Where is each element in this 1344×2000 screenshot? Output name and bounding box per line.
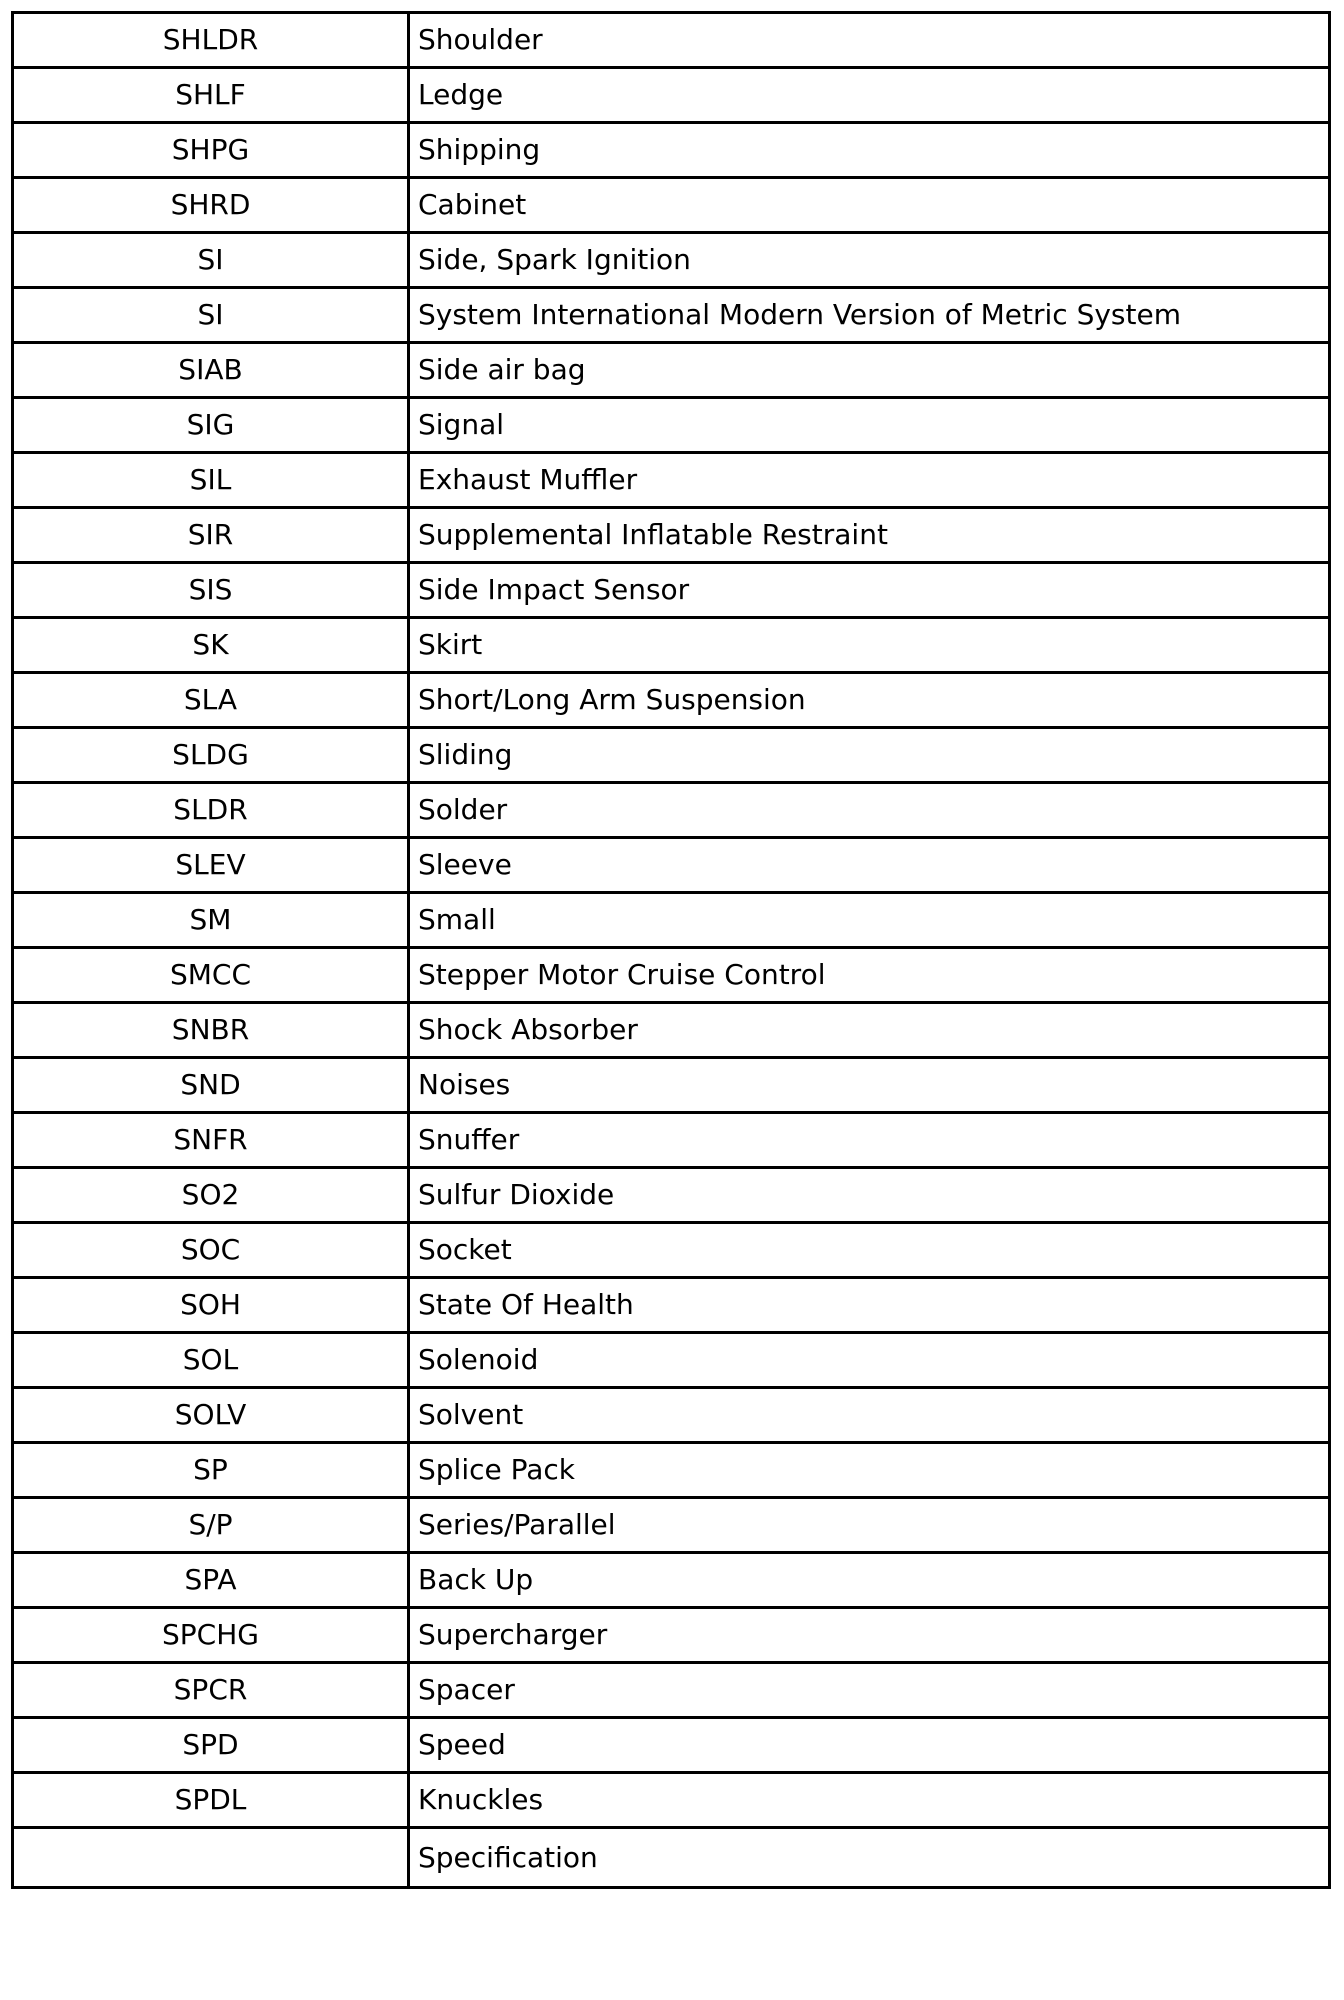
- table-row: [13, 453, 1330, 508]
- abbreviation-cell: SHLDR: [13, 13, 409, 68]
- abbreviation-cell: SK: [13, 618, 409, 673]
- abbreviation-cell: SLA: [13, 673, 409, 728]
- abbreviation-cell: SLDR: [13, 783, 409, 838]
- abbreviation-cell: S/P: [13, 1498, 409, 1553]
- abbreviation-cell: SHRD: [13, 178, 409, 233]
- meaning-cell: Speed: [409, 1718, 1330, 1773]
- meaning-cell: Short/Long Arm Suspension: [409, 673, 1330, 728]
- meaning-cell: Side Impact Sensor: [409, 563, 1330, 618]
- meaning-cell: Side, Spark Ignition: [409, 233, 1330, 288]
- table-row: [13, 1223, 1330, 1278]
- table-row: [13, 893, 1330, 948]
- abbreviation-cell: SNFR: [13, 1113, 409, 1168]
- table-row: [13, 1333, 1330, 1388]
- abbreviation-cell: SPCHG: [13, 1608, 409, 1663]
- meaning-cell: Socket: [409, 1223, 1330, 1278]
- abbreviation-cell: SOC: [13, 1223, 409, 1278]
- abbreviation-cell: SOLV: [13, 1388, 409, 1443]
- table-row: [13, 948, 1330, 1003]
- meaning-cell: State Of Health: [409, 1278, 1330, 1333]
- abbreviation-cell: SIL: [13, 453, 409, 508]
- table-row: [13, 728, 1330, 783]
- table-row: [13, 673, 1330, 728]
- abbreviation-cell: SIS: [13, 563, 409, 618]
- meaning-cell: Sleeve: [409, 838, 1330, 893]
- table-row: [13, 838, 1330, 893]
- table-row: [13, 1278, 1330, 1333]
- table-row: [13, 1113, 1330, 1168]
- abbreviation-cell: SM: [13, 893, 409, 948]
- abbreviation-cell: SPDL: [13, 1773, 409, 1828]
- meaning-cell: Solenoid: [409, 1333, 1330, 1388]
- table-row: [13, 13, 1330, 68]
- abbreviation-cell: SPA: [13, 1553, 409, 1608]
- abbreviation-cell: SI: [13, 288, 409, 343]
- table-row: [13, 1168, 1330, 1223]
- abbreviation-cell: SHPG: [13, 123, 409, 178]
- abbreviation-table-body: [13, 13, 1330, 1888]
- table-row: [13, 1498, 1330, 1553]
- meaning-cell: Exhaust Muffler: [409, 453, 1330, 508]
- meaning-cell: Splice Pack: [409, 1443, 1330, 1498]
- meaning-cell: Shoulder: [409, 13, 1330, 68]
- meaning-cell: Back Up: [409, 1553, 1330, 1608]
- meaning-cell: Signal: [409, 398, 1330, 453]
- abbreviation-cell: SLDG: [13, 728, 409, 783]
- table-row: [13, 343, 1330, 398]
- table-row: [13, 288, 1330, 343]
- table-row: [13, 1773, 1330, 1828]
- meaning-cell: Solder: [409, 783, 1330, 838]
- meaning-cell: Sulfur Dioxide: [409, 1168, 1330, 1223]
- table-row: [13, 1718, 1330, 1773]
- abbreviation-cell: SPD: [13, 1718, 409, 1773]
- abbreviation-cell: [13, 1828, 409, 1888]
- table-row: [13, 1828, 1330, 1888]
- table-row: [13, 1003, 1330, 1058]
- meaning-cell: Ledge: [409, 68, 1330, 123]
- meaning-cell: Skirt: [409, 618, 1330, 673]
- table-row: [13, 68, 1330, 123]
- abbreviation-cell: SO2: [13, 1168, 409, 1223]
- meaning-cell: Snuffer: [409, 1113, 1330, 1168]
- table-row: [13, 1553, 1330, 1608]
- abbreviation-cell: SNBR: [13, 1003, 409, 1058]
- table-row: [13, 563, 1330, 618]
- abbreviation-cell: SPCR: [13, 1663, 409, 1718]
- table-row: [13, 178, 1330, 233]
- abbreviation-cell: SLEV: [13, 838, 409, 893]
- abbreviation-cell: SHLF: [13, 68, 409, 123]
- abbreviation-cell: SOL: [13, 1333, 409, 1388]
- meaning-cell: Solvent: [409, 1388, 1330, 1443]
- table-row: [13, 1663, 1330, 1718]
- meaning-cell: Knuckles: [409, 1773, 1330, 1828]
- meaning-cell: Side air bag: [409, 343, 1330, 398]
- meaning-cell: Series/Parallel: [409, 1498, 1330, 1553]
- meaning-cell: Shock Absorber: [409, 1003, 1330, 1058]
- abbreviation-cell: SIAB: [13, 343, 409, 398]
- table-row: [13, 1608, 1330, 1663]
- meaning-cell: Stepper Motor Cruise Control: [409, 948, 1330, 1003]
- table-row: [13, 233, 1330, 288]
- meaning-cell: Specification: [409, 1828, 1330, 1888]
- abbreviation-cell: SI: [13, 233, 409, 288]
- table-row: [13, 508, 1330, 563]
- meaning-cell: System International Modern Version of Metric System: [409, 288, 1330, 343]
- abbreviation-cell: SMCC: [13, 948, 409, 1003]
- abbreviation-table: [11, 11, 1331, 1889]
- meaning-cell: Small: [409, 893, 1330, 948]
- abbreviation-cell: SND: [13, 1058, 409, 1113]
- meaning-cell: Supercharger: [409, 1608, 1330, 1663]
- meaning-cell: Supplemental Inflatable Restraint: [409, 508, 1330, 563]
- table-row: [13, 123, 1330, 178]
- table-row: [13, 398, 1330, 453]
- meaning-cell: Noises: [409, 1058, 1330, 1113]
- meaning-cell: Shipping: [409, 123, 1330, 178]
- table-row: [13, 1388, 1330, 1443]
- meaning-cell: Sliding: [409, 728, 1330, 783]
- abbreviation-cell: SOH: [13, 1278, 409, 1333]
- table-row: [13, 783, 1330, 838]
- table-row: [13, 1058, 1330, 1113]
- abbreviation-cell: SIR: [13, 508, 409, 563]
- table-row: [13, 1443, 1330, 1498]
- table-row: [13, 618, 1330, 673]
- abbreviation-cell: SP: [13, 1443, 409, 1498]
- abbreviation-cell: SIG: [13, 398, 409, 453]
- meaning-cell: Cabinet: [409, 178, 1330, 233]
- meaning-cell: Spacer: [409, 1663, 1330, 1718]
